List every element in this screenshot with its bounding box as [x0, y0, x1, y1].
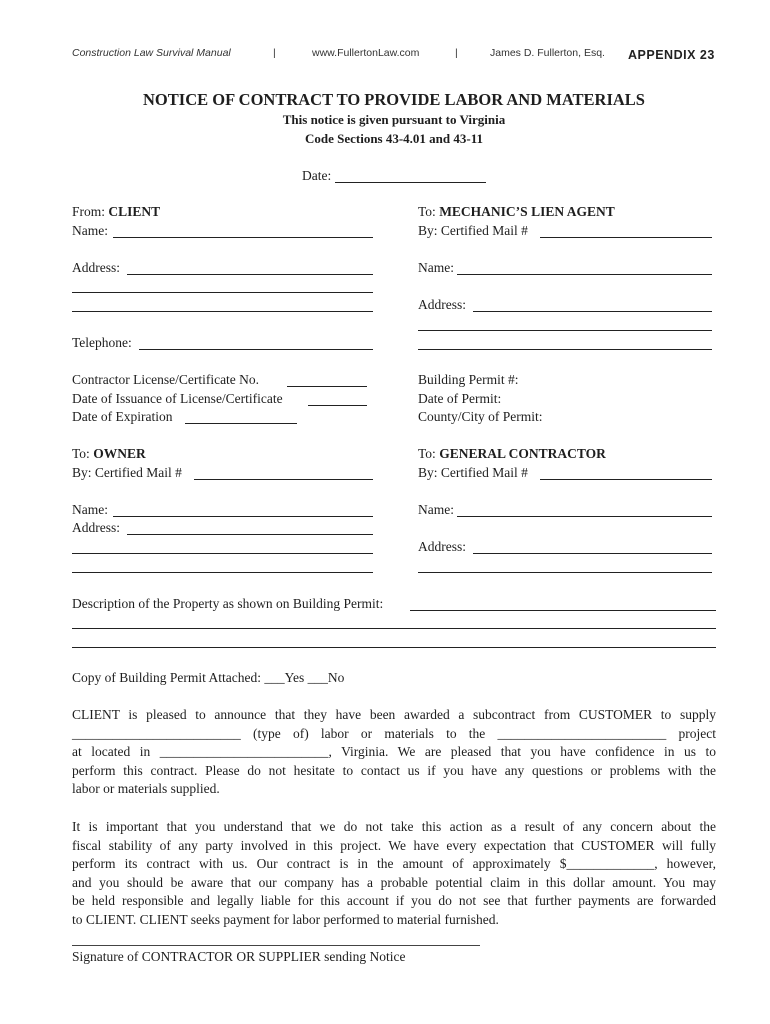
owner-address-label: Address:: [72, 520, 120, 535]
header-manual: Construction Law Survival Manual: [72, 47, 231, 59]
liability-paragraph: It is important that you understand that we do not take this action as a result of any concern about the fiscal stability of any party involved in this project. We have every expectation that CUSTOMER will fully perform its contract with us. Our contract is in the amount of approximately $_____________, however, and you should be aware that our company has a probable potential claim in this dollar amount. You may be held responsible and legally liable for this account if you do not see that further payments are forwarded to CLIENT. CLIENT seeks payment for labor performed to material furnished.: [72, 819, 716, 927]
subtitle-line-2: Code Sections 43-4.01 and 43-11: [304, 131, 484, 146]
client-name-field[interactable]: [113, 237, 373, 238]
permit-county-label: County/City of Permit:: [418, 409, 543, 424]
lien-agent-address-label: Address:: [418, 297, 466, 312]
owner-address-field[interactable]: [127, 534, 373, 535]
owner-name-label: Name:: [72, 502, 108, 517]
gc-name-field[interactable]: [457, 516, 712, 517]
property-description-field[interactable]: [410, 610, 716, 611]
signature-label: Signature of CONTRACTOR OR SUPPLIER sending Notice: [72, 949, 406, 964]
license-issuance-label: Date of Issuance of License/Certificate: [72, 391, 283, 406]
property-description-label: Description of the Property as shown on Building Permit:: [72, 596, 384, 611]
license-number-field[interactable]: [287, 386, 367, 387]
announcement-paragraph: CLIENT is pleased to announce that they have been awarded a subcontract from CUSTOMER to supply _________________________ (type of) labor or materials to the _________________________ project at located in _________________________, Virginia. We are pleased that you have confidence in us to perform this contract. Please do not hesitate to contact us if you have any questions or problems with the labor or materials supplied.: [72, 707, 716, 797]
header-separator: |: [455, 47, 458, 59]
client-address-field[interactable]: [127, 274, 373, 275]
property-description-field-2[interactable]: [72, 628, 716, 629]
date-field[interactable]: [335, 182, 486, 183]
gc-mail-field[interactable]: [540, 479, 712, 480]
client-address-label: Address:: [72, 260, 120, 275]
gc-mail-label: By: Certified Mail #: [418, 465, 528, 480]
client-address-field-2[interactable]: [72, 292, 373, 293]
client-name-label: Name:: [72, 223, 108, 238]
owner-heading: To: OWNER: [72, 446, 146, 461]
client-address-field-3[interactable]: [72, 311, 373, 312]
signature-field[interactable]: [72, 945, 480, 946]
appendix-label: APPENDIX 23: [628, 48, 715, 62]
license-expiration-label: Date of Expiration: [72, 409, 173, 424]
header-website: www.FullertonLaw.com: [312, 47, 420, 59]
gc-heading: To: GENERAL CONTRACTOR: [418, 446, 606, 461]
lien-agent-address-field-2[interactable]: [418, 330, 712, 331]
permit-date-label: Date of Permit:: [418, 391, 502, 406]
owner-address-field-2[interactable]: [72, 553, 373, 554]
lien-agent-heading: To: MECHANIC’S LIEN AGENT: [418, 204, 615, 219]
lien-agent-mail-field[interactable]: [540, 237, 712, 238]
license-expiration-field[interactable]: [185, 423, 297, 424]
gc-address-field-2[interactable]: [418, 572, 712, 573]
owner-mail-field[interactable]: [194, 479, 373, 480]
header-author: James D. Fullerton, Esq.: [490, 47, 605, 59]
permit-copy-attached[interactable]: Copy of Building Permit Attached: ___Yes ___No: [72, 670, 345, 685]
gc-address-label: Address:: [418, 539, 466, 554]
client-telephone-field[interactable]: [139, 349, 373, 350]
lien-agent-name-field[interactable]: [457, 274, 712, 275]
owner-mail-label: By: Certified Mail #: [72, 465, 182, 480]
permit-number-label: Building Permit #:: [418, 372, 519, 387]
license-number-label: Contractor License/Certificate No.: [72, 372, 260, 387]
gc-name-label: Name:: [418, 502, 454, 517]
header-separator: |: [273, 47, 276, 59]
page-title: NOTICE OF CONTRACT TO PROVIDE LABOR AND MATERIALS: [143, 90, 645, 109]
date-label: Date:: [302, 168, 332, 183]
client-telephone-label: Telephone:: [72, 335, 132, 350]
lien-agent-address-field[interactable]: [473, 311, 712, 312]
lien-agent-address-field-3[interactable]: [418, 349, 712, 350]
owner-address-field-3[interactable]: [72, 572, 373, 573]
owner-name-field[interactable]: [113, 516, 373, 517]
lien-agent-name-label: Name:: [418, 260, 454, 275]
lien-agent-mail-label: By: Certified Mail #: [418, 223, 528, 238]
subtitle-line-1: This notice is given pursuant to Virginia: [282, 112, 506, 127]
gc-address-field[interactable]: [473, 553, 712, 554]
license-issuance-field[interactable]: [308, 405, 367, 406]
client-heading: From: CLIENT: [72, 204, 161, 219]
property-description-field-3[interactable]: [72, 647, 716, 648]
